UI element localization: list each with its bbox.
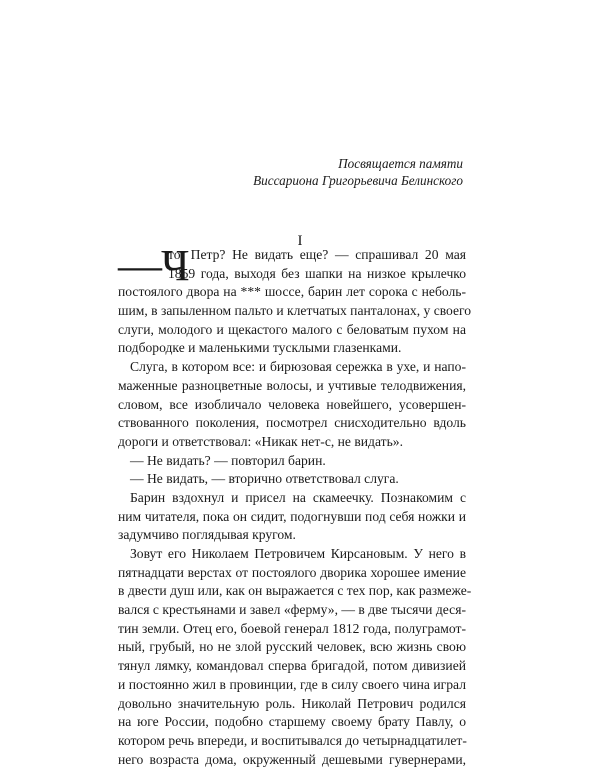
text-line: него возраста дома, окруженный дешевыми гувернерами, [118, 751, 466, 767]
text-line: маженные разноцветные волосы, и учтивые телодвижения, [118, 377, 466, 393]
text-line: довольно значительную роль. Николай Петрович родился [118, 695, 466, 711]
text-line: задумчиво поглядывая кругом. [118, 527, 296, 543]
body-text [118, 241, 472, 769]
text-line: ним читателя, пока он сидит, подогнувши под себя ножки и [118, 508, 466, 524]
text-line: Зовут его Николаем Петровичем Кирсановым. У него в [130, 546, 466, 561]
text-line: Барин вздохнул и присел на скамеечку. Познакомим с [130, 489, 466, 505]
text-line: ный, грубый, но не злой русский человек, всю жизнь свою [118, 639, 466, 655]
text-line: 1859 года, выходя без шапки на низкое крылечко [168, 265, 466, 281]
text-line: вался с крестьянами и завел «ферму», — в две тысячи деся- [118, 602, 466, 618]
text-line: тянул лямку, командовал сперва бригадой, потом дивизией [118, 658, 466, 674]
text-line: — Не видать, — вторично ответствовал слуга. [130, 471, 399, 487]
text-line: — Не видать? — повторил барин. [130, 452, 326, 468]
text-line: котором речь впереди, и воспитывался до четырнадцатилет- [118, 732, 467, 748]
text-line: то, Петр? Не видать еще? — спрашивал 20 мая [168, 247, 466, 262]
text-line: в двести душ или, как он выражается с тех пор, как размеже- [118, 583, 472, 599]
text-line: постоялого двора на *** шоссе, барин лет сорока с неболь- [118, 284, 466, 300]
text-line: подбородке и маленькими тусклыми глазенками. [118, 340, 402, 356]
chapter-number: I [297, 233, 303, 249]
text-line: и постоянно жил в провинции, где в силу своего чина играл [118, 676, 466, 692]
text-line: словом, все изобличало человека новейшего, усовершен- [118, 396, 466, 412]
text-line: шим, в запыленном пальто и клетчатых панталонах, у своего [118, 303, 472, 319]
text-line: слуги, молодого и щекастого малого с беловатым пухом на [118, 321, 466, 337]
dedication-line-2: Виссариона Григорьевича Белинского [253, 173, 463, 188]
text-line: тин земли. Отец его, боевой генерал 1812 года, полуграмот- [118, 620, 466, 636]
text-line: пятнадцати верстах от постоялого дворика хорошее имение [118, 564, 466, 580]
drop-cap: —Ч [118, 241, 189, 290]
text-line: на юге России, подобно старшему своему брату Павлу, о [118, 714, 466, 730]
dedication-line-1: Посвящается памяти [338, 156, 463, 171]
text-line: Слуга, в котором все: и бирюзовая сережка в ухе, и напо- [130, 359, 466, 375]
dedication [253, 155, 463, 189]
text-line: дороги и ответствовал: «Никак нет-с, не видать». [118, 433, 403, 449]
text-line: ствованного поколения, посмотрел снисходительно вдоль [118, 415, 466, 431]
